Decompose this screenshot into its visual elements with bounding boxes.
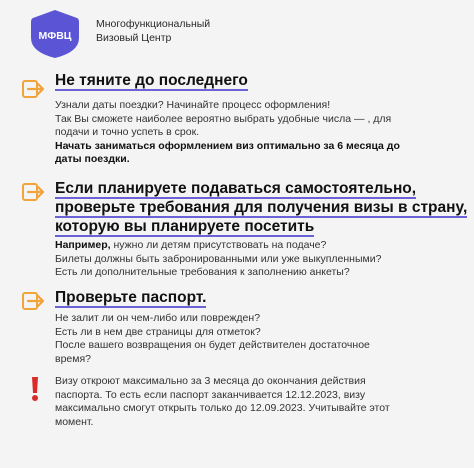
warning-line: момент. — [55, 415, 94, 428]
warning-line: паспорта. То есть если паспорт заканчивается 12.12.2023, визу — [55, 388, 366, 401]
section-title-line: Проверьте паспорт. — [55, 289, 207, 306]
body-line: После вашего возвращения он будет действителен достаточное — [55, 339, 370, 351]
warning-line: максимально смогут открыть только до 12.09.2023. Учитывайте этот — [55, 402, 390, 414]
body-line: Есть ли в нем две страницы для отметок? — [55, 325, 261, 338]
section-title — [55, 71, 248, 90]
body-line: подачи и точно успеть в срок. — [55, 126, 200, 138]
body-lead-bold: Например, — [55, 239, 111, 251]
exclamation-icon — [30, 376, 40, 402]
mfvc-logo — [27, 8, 83, 60]
logo-text: МФВЦ — [38, 30, 72, 42]
section-body — [55, 239, 425, 280]
body-line: Есть ли дополнительные требования к заполнению анкеты? — [55, 266, 350, 278]
section-body — [55, 312, 425, 366]
body-bold-line: даты поездки. — [55, 153, 130, 165]
body-line — [55, 239, 425, 253]
body-bold-line: Начать заниматься оформлением виз оптимально за 6 месяца до — [55, 139, 400, 152]
body-line: время? — [55, 352, 92, 365]
org-name — [96, 17, 210, 45]
arrow-right-box-icon — [22, 183, 46, 201]
body-line: Билеты должны быть забронированными или уже выкупленными? — [55, 252, 382, 265]
body-line: Так Вы сможете наиболее вероятно выбрать удобные числа — , для — [55, 112, 392, 125]
section-title — [55, 179, 467, 236]
section-title — [55, 288, 206, 307]
section-body — [55, 99, 425, 167]
section-title-line: Не тяните до последнего — [55, 72, 248, 89]
org-name-line1: Многофункциональный — [96, 18, 211, 30]
warning-line: Визу откроют максимально за 3 месяца до окончания действия — [55, 375, 366, 387]
body-lead-rest: нужно ли детям присутствовать на подаче? — [110, 239, 327, 251]
section-title-line: которую вы планируете посетить — [55, 218, 315, 235]
org-name-line2: Визовый Центр — [96, 32, 172, 44]
arrow-right-box-icon — [22, 80, 46, 98]
body-line: Узнали даты поездки? Начинайте процесс оформления! — [55, 99, 331, 111]
section-title-line: Если планируете подаваться самостоятельно, — [55, 180, 417, 197]
warning-text — [55, 375, 425, 429]
body-line: Не залит ли он чем-либо или поврежден? — [55, 312, 261, 324]
section-title-line: проверьте требования для получения визы в страну, — [55, 199, 468, 216]
arrow-right-box-icon — [22, 292, 46, 310]
